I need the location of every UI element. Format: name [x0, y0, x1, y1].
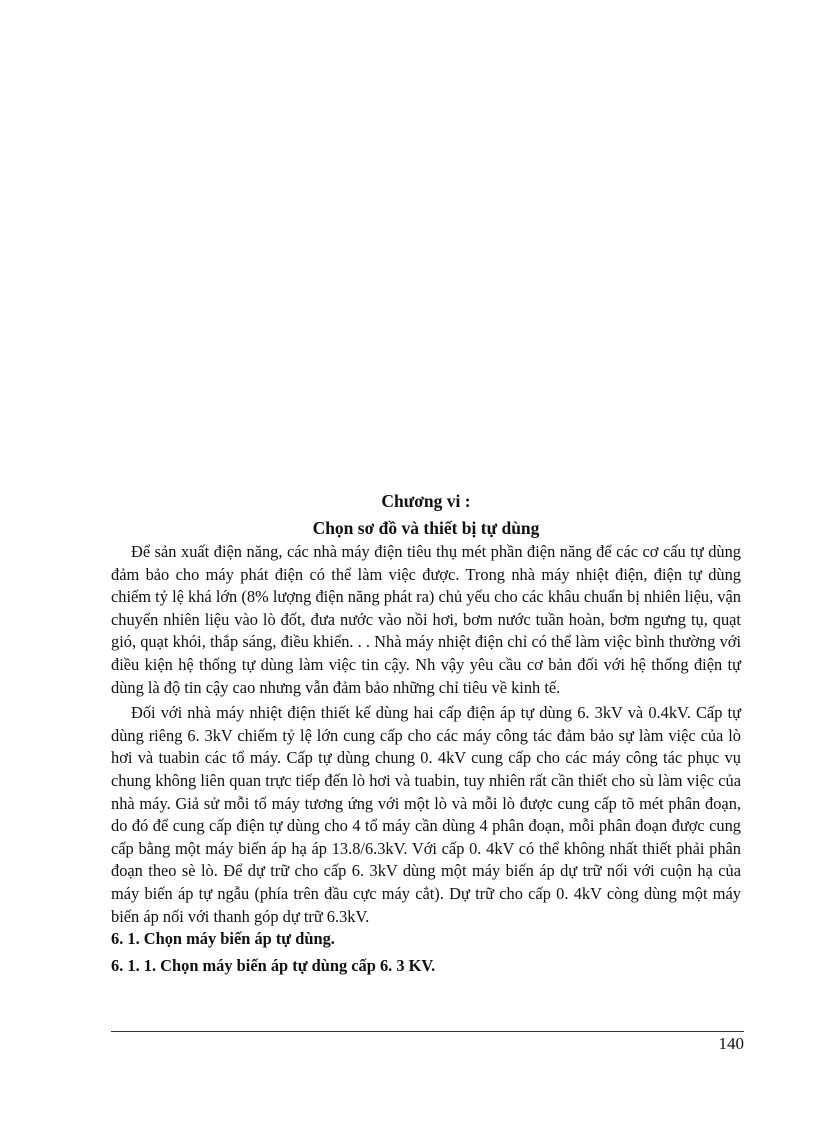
footer-divider — [111, 1031, 744, 1032]
section-heading: 6. 1. Chọn máy biến áp tự dùng. — [111, 929, 335, 949]
paragraph-voltage-levels: Đối với nhà máy nhiệt điện thiết kế dùng hai cấp điện áp tự dùng 6. 3kV và 0.4kV. Cấp tự dùng riêng 6. 3kV chiếm tỷ lệ lớn cung cấp cho các máy công tác đảm bảo sự làm việc của lò hơi và tuabin các tổ máy. Cấp tự dùng chung 0. 4kV cung cấp cho các máy công tác phục vụ chung không liên quan trực tiếp đến lò hơi và tuabin, tuy nhiên rất cần thiết cho sù làm việc của nhà máy. Giả sử mỗi tổ máy tương ứng với một lò và mỗi lò được cung cấp tõ mét phân đoạn, do đó để cung cấp điện tự dùng cho 4 tổ máy cần dùng 4 phân đoạn, mỗi phân đoạn được cung cấp bằng một máy biến áp hạ áp 13.8/6.3kV. Với cấp 0. 4kV có thể không nhất thiết phải phân đoạn theo sè lò. Để dự trữ cho cấp 6. 3kV dùng một máy biến áp dự trữ nối với cuộn hạ của máy biến áp tự ngẫu (phía trên đầu cực máy cắt). Dự trữ cho cấp 0. 4kV còng dùng một máy biến áp nối với thanh góp dự trữ 6.3kV. — [111, 703, 741, 926]
paragraph-intro: Để sản xuất điện năng, các nhà máy điện tiêu thụ mét phần điện năng để các cơ cấu tự dùng đảm bảo cho máy phát điện có thể làm việc được. Trong nhà máy nhiệt điện, điện tự dùng chiếm tỷ lệ khá lớn (8% lượng điện năng phát ra) chủ yếu cho các khâu chuẩn bị nhiên liệu, vận chuyển nhiên liệu vào lò đốt, đưa nước vào nồi hơi, bơm nước tuần hoàn, bơm ngưng tụ, quạt gió, quạt khói, thắp sáng, điều khiển. . . Nhà máy nhiệt điện chỉ có thể làm việc bình thường với điều kiện hệ thống tự dùng làm việc tin cậy. Nh vậy yêu cầu cơ bản đối với hệ thống điện tự dùng là độ tin cậy cao nhưng vẫn đảm bảo những chỉ tiêu về kinh tế. — [111, 542, 741, 697]
page-number: 140 — [718, 1034, 744, 1053]
page-content — [111, 488, 741, 977]
chapter-title: Chọn sơ đồ và thiết bị tự dùng — [312, 518, 540, 538]
chapter-label: Chương vi : — [381, 491, 471, 511]
subsection-heading: 6. 1. 1. Chọn máy biến áp tự dùng cấp 6. 3 KV. — [111, 955, 436, 975]
